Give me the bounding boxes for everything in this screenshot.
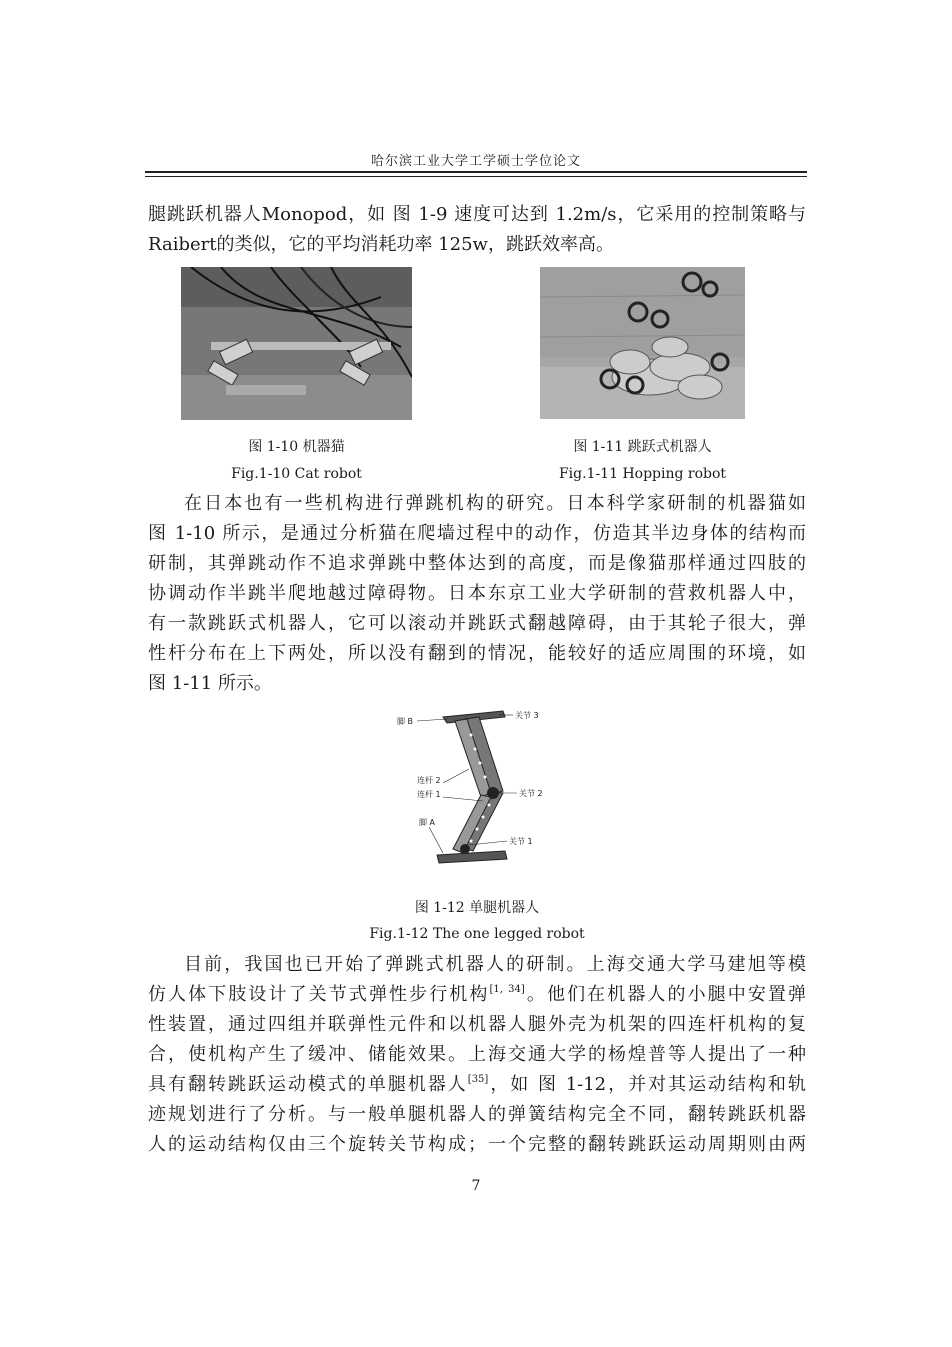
figure-caption-cn: 图 1-10 机器猫 [248,439,345,455]
text-line: 在日本也有一些机构进行弹跳机构的研究。日本科学家研制的机器猫如 [184,493,806,514]
label-joint-2: 关节 2 [519,789,543,798]
figure-hopping-robot-photo [540,267,745,419]
citation[interactable]: [35] [467,1074,489,1085]
figure-caption-en: Fig.1-10 Cat robot [231,466,362,482]
text-line: 图 1-10 所示，是通过分析猫在爬墙过程中的动作，仿造其半边身体的结构而 [148,523,806,544]
text-line: 研制，其弹跳动作不追求弹跳中整体达到的高度，而是像猫那样通过四肢的 [148,553,806,574]
text-line: 性杆分布在上下两处，所以没有翻到的情况，能较好的适应周围的环境，如 [148,643,806,664]
label-foot-b: 脚 B [397,717,414,726]
figure-one-legged-robot [395,705,555,875]
page-number: 7 [471,1178,481,1194]
header-rule-thin [145,176,807,177]
header-title: 哈尔滨工业大学工学硕士学位论文 [370,154,581,169]
header-rule-thick [145,171,807,173]
text-line: Raibert的类似，它的平均消耗功率 125w，跳跃效率高。 [148,234,614,255]
text-line: 协调动作半跳半爬地越过障碍物。日本东京工业大学研制的营救机器人中， [148,583,806,604]
text-line: 合，使机构产生了缓冲、储能效果。上海交通大学的杨煌普等人提出了一种 [148,1044,806,1065]
label-joint-1: 关节 1 [509,837,533,846]
text-line: 人的运动结构仅由三个旋转关节构成；一个完整的翻转跳跃运动周期则由两 [148,1134,806,1155]
text-line: 仿人体下肢设计了关节式弹性步行机构[1, 34]。他们在机器人的小腿中安置弹 [148,984,807,1005]
label-joint-3: 关节 3 [515,711,539,720]
label-foot-a: 脚 A [419,818,436,827]
text-line: 性装置，通过四组并联弹性元件和以机器人腿外壳为机架的四连杆机构的复 [148,1014,806,1035]
text-line: 目前，我国也已开始了弹跳式机器人的研制。上海交通大学马建旭等模 [184,954,806,975]
figure-caption-cn: 图 1-11 跳跃式机器人 [573,439,712,455]
citation[interactable]: [1, 34] [489,984,525,995]
figure-caption-en: Fig.1-12 The one legged robot [369,926,585,942]
figure-caption-cn: 图 1-12 单腿机器人 [414,900,540,916]
paragraph-1 [148,200,806,260]
text-line: 腿跳跃机器人Monopod，如 图 1-9 速度可达到 1.2m/s，它采用的控制策略与 [148,204,806,225]
cat-robot-image [181,267,412,420]
label-link-1: 连杆 1 [417,790,441,799]
label-link-2: 连杆 2 [417,776,441,785]
text-line: 有一款跳跃式机器人，它可以滚动并跳跃式翻越障碍，由于其轮子很大，弹 [148,613,806,634]
one-legged-robot-diagram [395,705,555,875]
figure-cat-robot-photo [181,267,412,420]
figure-caption-en: Fig.1-11 Hopping robot [558,466,727,482]
text-line: 图 1-11 所示。 [148,673,272,694]
text-line: 具有翻转跳跃运动模式的单腿机器人[35]，如 图 1-12，并对其运动结构和轨 [148,1074,806,1095]
paragraph-3 [148,950,806,1160]
paragraph-2 [148,489,806,699]
text-line: 迹规划进行了分析。与一般单腿机器人的弹簧结构完全不同，翻转跳跃机器 [148,1104,806,1125]
hopping-robot-image [540,267,745,419]
